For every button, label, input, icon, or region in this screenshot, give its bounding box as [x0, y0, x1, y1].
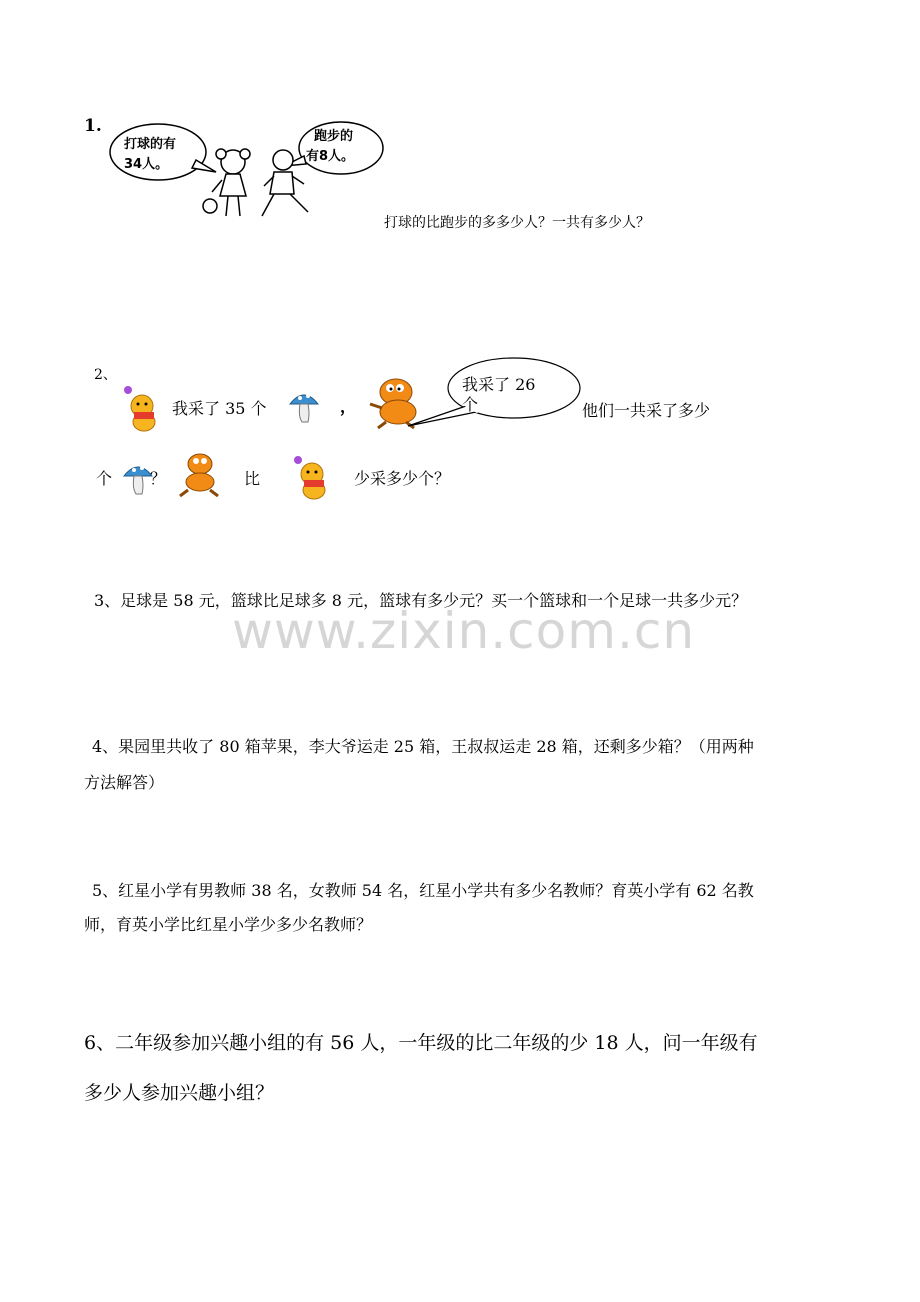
q4-line2: 方法解答） [84, 773, 165, 792]
q2-text-d: 比 [244, 469, 261, 488]
q6-line1: 6、二年级参加兴趣小组的有 56 人，一年级的比二年级的少 18 人，问一年级有 [84, 1032, 758, 1054]
pooh-bear-icon [120, 382, 166, 434]
q1-bubble-right-line2: 有8人。 [306, 149, 355, 164]
q2-bubble-line1: 我采了 26 [462, 375, 536, 394]
q1-question: 打球的比跑步的多多少人？一共有多少人？ [384, 215, 650, 231]
mushroom-icon [286, 386, 322, 424]
q1-bubble-right-line1: 跑步的 [314, 129, 354, 144]
q2-bubble-line2: 个 [462, 395, 479, 414]
q6-line2: 多少人参加兴趣小组？ [84, 1082, 275, 1104]
mushroom-icon-2 [120, 458, 154, 498]
q2-comma: ， [340, 397, 357, 416]
q5-line1: 5、红星小学有男教师 38 名，女教师 54 名，红星小学共有多少名教师？育英小学有 62 名教 [92, 881, 754, 900]
q1-bubble-left-line2: 34人。 [124, 157, 169, 172]
q2-qmark: ？ [150, 469, 167, 488]
q5-line2: 师，育英小学比红星小学少多少名教师？ [84, 915, 373, 934]
watermark: www.zixin.com.cn [232, 602, 696, 660]
q4-line1: 4、果园里共收了 80 箱苹果，李大爷运走 25 箱，王叔叔运走 28 箱，还剩多少箱？（用两种 [92, 737, 754, 756]
girl-figure [203, 149, 250, 216]
q1-bubble-left-line1: 打球的有 [124, 137, 177, 152]
q1-number: 1. [84, 116, 102, 136]
q2-number: 2、 [94, 367, 117, 383]
q2-text-c: 个 [96, 469, 113, 488]
q2-text-b: 他们一共采了多少 [582, 401, 711, 420]
pooh-bear-icon-2 [290, 452, 336, 502]
q2-text-e: 少采多少个？ [354, 469, 451, 488]
garfield-icon-2 [176, 450, 222, 498]
q3-text: 3、足球是 58 元，篮球比足球多 8 元，篮球有多少元？买一个篮球和一个足球一共多少元？ [94, 591, 748, 610]
q2-text-a: 我采了 35 个 [172, 399, 267, 418]
